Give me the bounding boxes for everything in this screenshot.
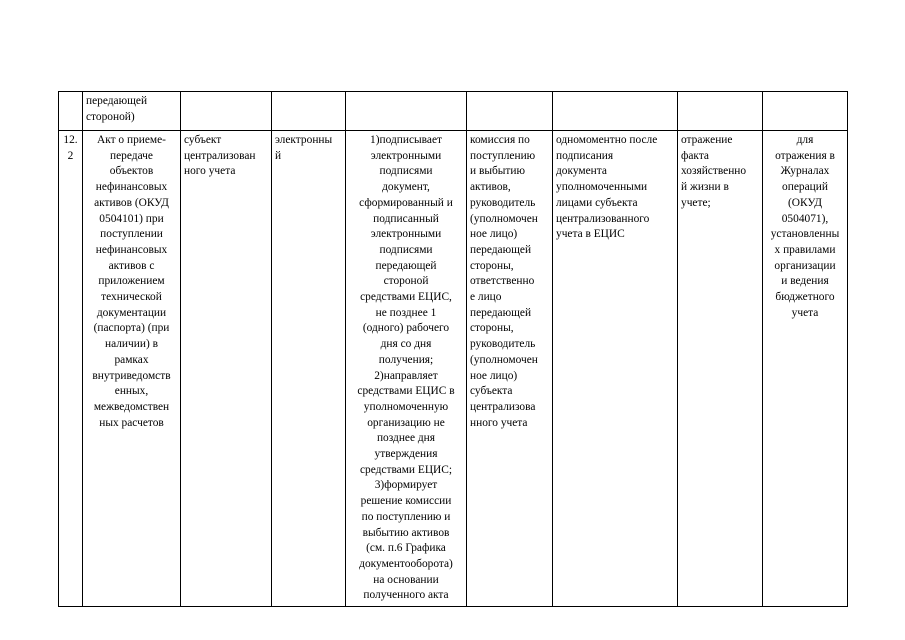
cell-purpose — [678, 92, 763, 131]
table-row — [59, 131, 848, 607]
table-row — [59, 92, 848, 131]
cell-creator — [181, 92, 272, 131]
cell-form — [272, 92, 346, 131]
document-table — [58, 91, 848, 607]
cell-creator: субъект централизован ного учета — [181, 131, 272, 607]
cell-number: 12. 2 — [59, 131, 83, 607]
cell-form: электронны й — [272, 131, 346, 607]
cell-number — [59, 92, 83, 131]
cell-document-name: Акт о приеме- передаче объектов нефинансовых активов (ОКУД 0504101) при поступлении нефинансовых активов с приложением технической документации (паспорта) (при наличии) в рамках внутриведомств енных, межведомствен ных расчетов — [83, 131, 181, 607]
cell-responsible — [467, 92, 553, 131]
cell-purpose: отражение факта хозяйственно й жизни в учете; — [678, 131, 763, 607]
cell-deadline — [553, 92, 678, 131]
cell-deadline: одномоментно после подписания документа уполномоченными лицами субъекта централизованного учета в ЕЦИС — [553, 131, 678, 607]
cell-procedure: 1)подписывает электронными подписями документ, сформированный и подписанный электронными подписями передающей стороной средствами ЕЦИС, не позднее 1 (одного) рабочего дня со дня получения; 2)направляет средствами ЕЦИС в уполномоченную организацию не позднее дня утверждения средствами ЕЦИС; 3)формирует решение комиссии по поступлению и выбытию активов (см. п.6 Графика документооборота) на основании полученного акта — [346, 131, 467, 607]
cell-recipient — [763, 92, 848, 131]
cell-document-name: передающей стороной) — [83, 92, 181, 131]
cell-responsible: комиссия по поступлению и выбытию активов, руководитель (уполномочен ное лицо) передающей стороны, ответственно е лицо передающей стороны, руководитель (уполномочен ное лицо) субъекта централизова нного учета — [467, 131, 553, 607]
cell-recipient: для отражения в Журналах операций (ОКУД 0504071), установленны х правилами организации и ведения бюджетного учета — [763, 131, 848, 607]
cell-procedure — [346, 92, 467, 131]
